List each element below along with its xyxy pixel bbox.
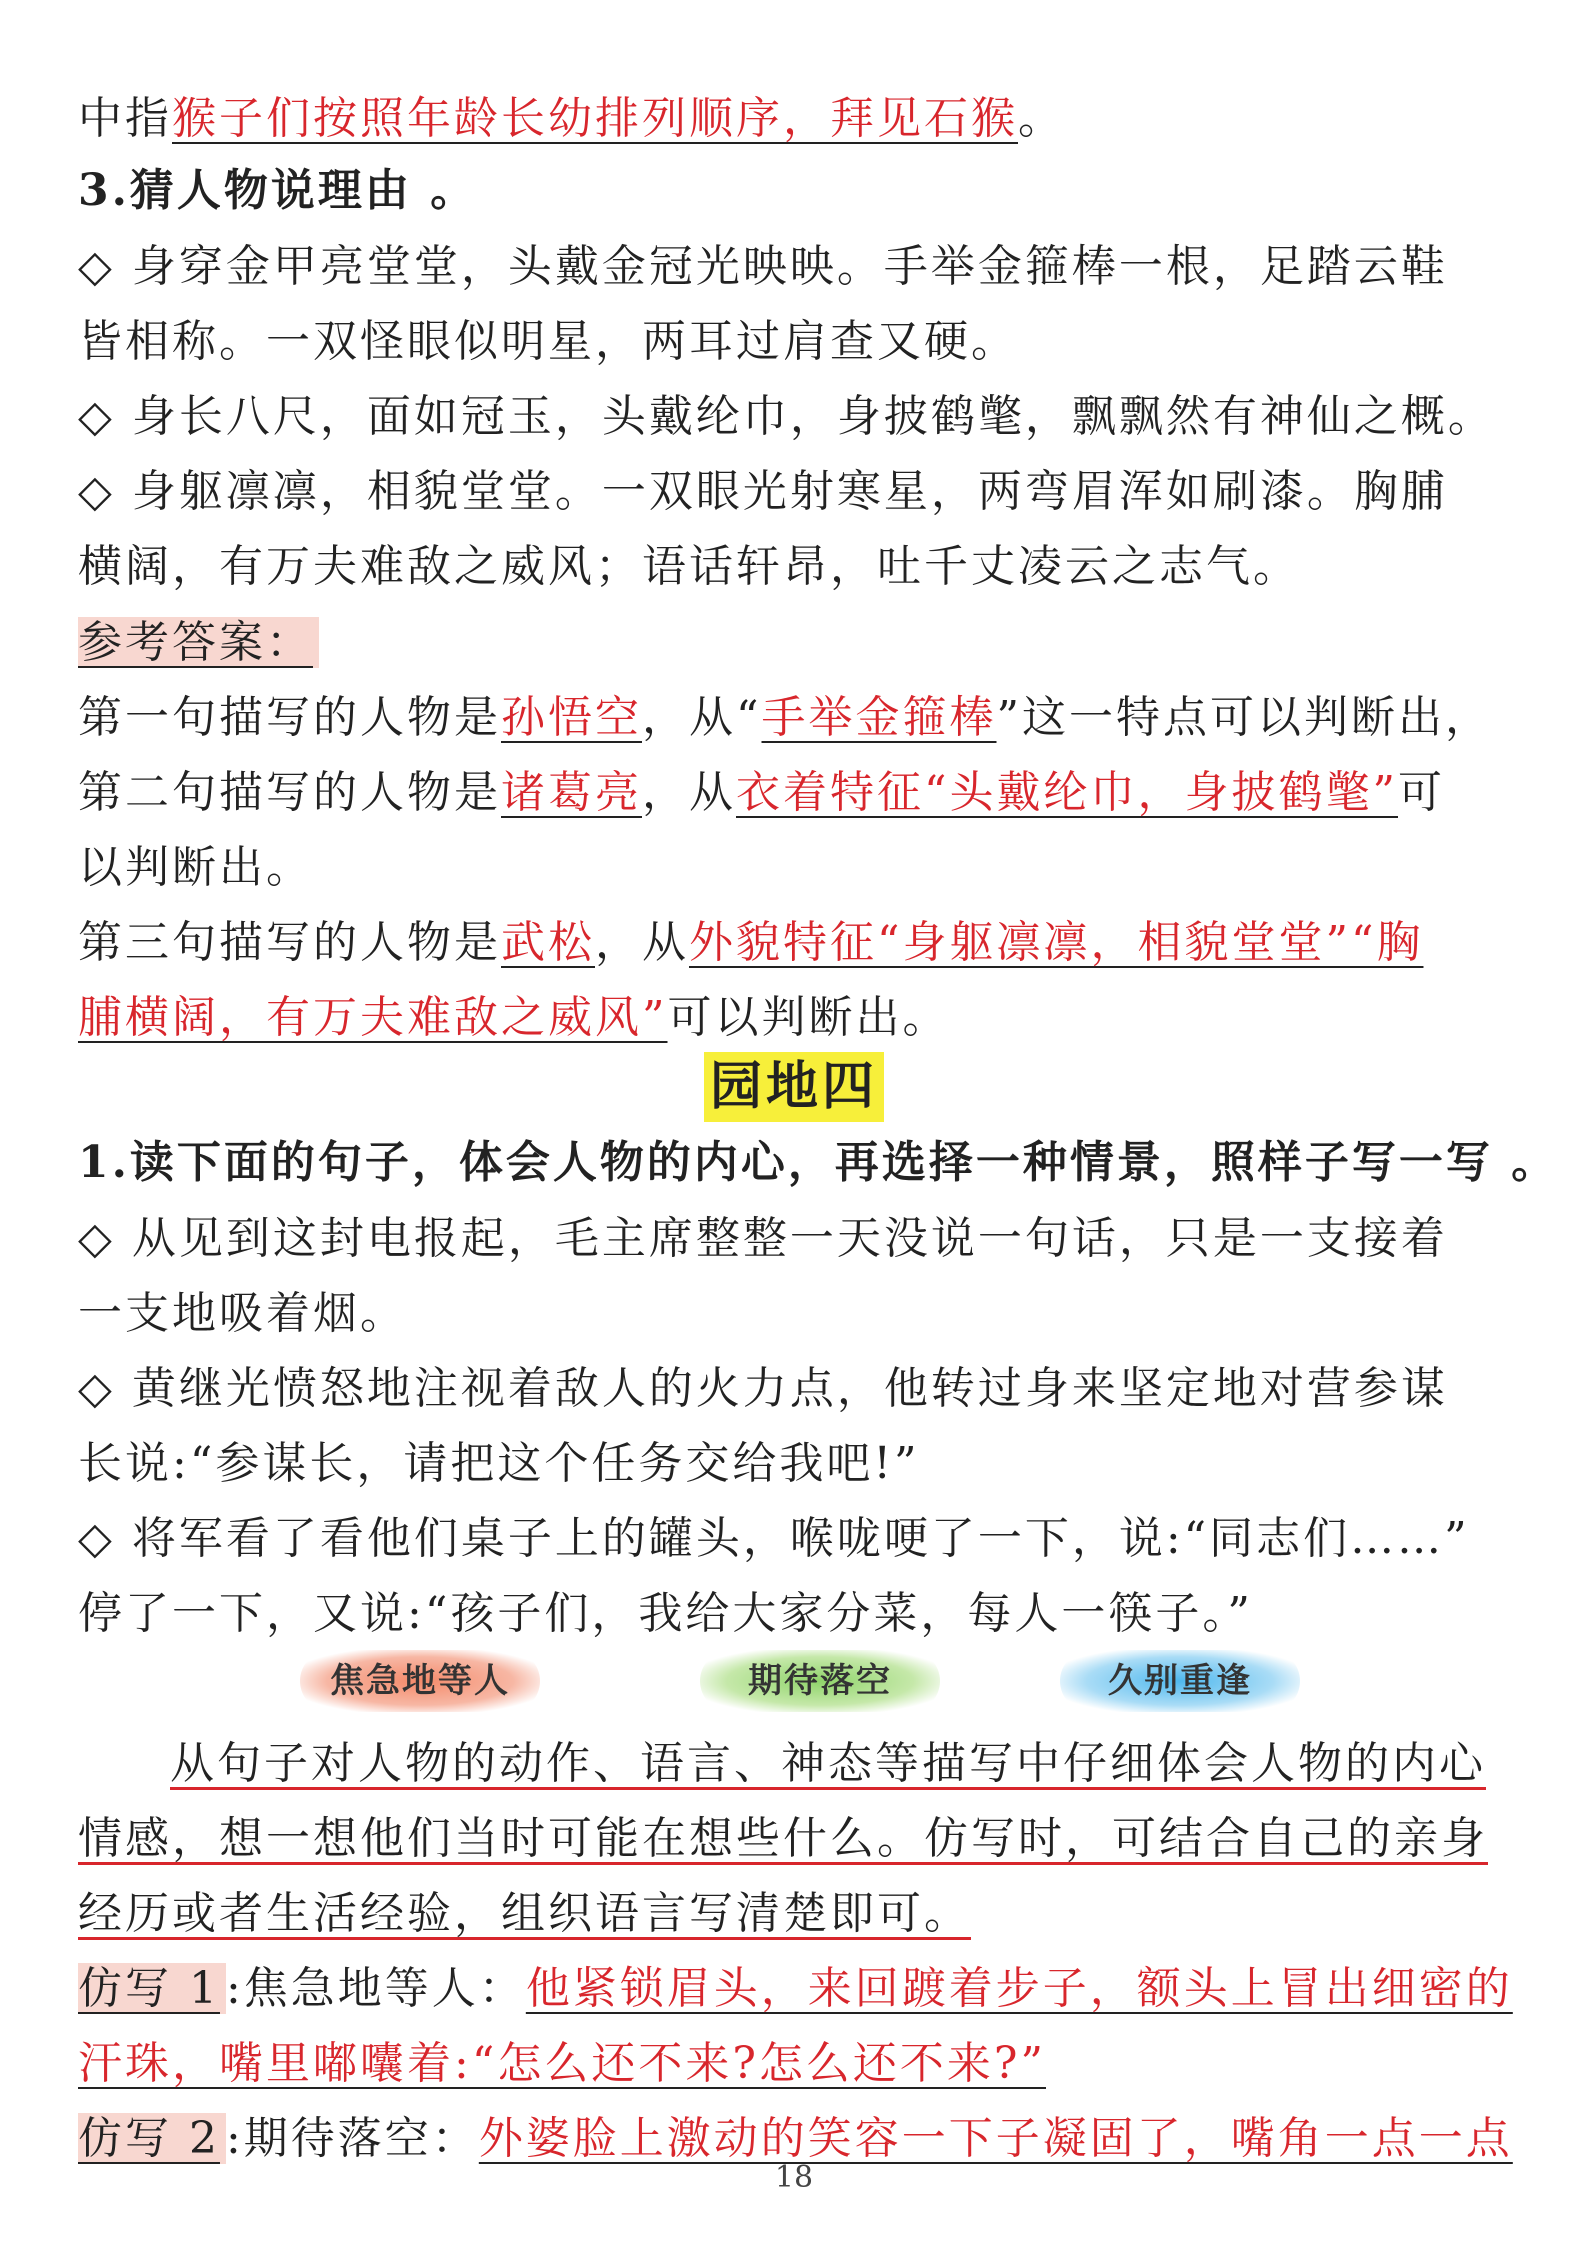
desc-line-3: ◇ 身长八尺，面如冠玉，头戴纶巾，身披鹤氅，飘飘然有神仙之概。 <box>78 391 1495 442</box>
guide-line-2 <box>78 1810 1548 1868</box>
tag-waiting-anxiously: 焦急地等人 <box>300 1650 540 1712</box>
desc-line-1: ◇ 身穿金甲亮堂堂，头戴金冠光映映。手举金箍棒一根，足踏云鞋 <box>78 241 1448 292</box>
answer-line-3-cont <box>78 989 1548 1047</box>
fx2-label: 仿写 2 <box>78 2113 226 2164</box>
ans2-b: 诸葛亮 <box>501 767 642 818</box>
desc-line-2: 皆相称。一双怪眼似明星，两耳过肩查又硬。 <box>78 316 1018 367</box>
ans3-cont-e: 可以判断出。 <box>667 992 950 1043</box>
ans1-a: 第一句描写的人物是 <box>78 692 501 743</box>
q1-line-1: ◇ 从见到这封电报起，毛主席整整一天没说一句话，只是一支接着 <box>78 1213 1448 1264</box>
ans1-d: 手举金箍棒 <box>761 692 997 743</box>
q1-line-2: 一支地吸着烟。 <box>78 1288 407 1339</box>
answer-line-2-cont: 以判断出。 <box>78 842 313 893</box>
ans2-e: 可 <box>1398 767 1445 818</box>
section-title: 园地四 <box>704 1052 884 1122</box>
q1-line-6: 停了一下，又说:“孩子们，我给大家分菜，每人一筷子。” <box>78 1588 1253 1639</box>
answer-line-3 <box>78 914 1548 972</box>
answer-line-2 <box>78 764 1548 822</box>
guide-line-1 <box>170 1735 1548 1793</box>
ans2-d: 衣着特征“头戴纶巾，身披鹤氅” <box>736 767 1398 818</box>
fx1-line-2 <box>78 2035 1548 2093</box>
answer-label-line <box>78 614 1548 672</box>
top-line <box>78 90 1548 148</box>
ans3-c: ，从 <box>595 917 689 968</box>
q1-line-5: ◇ 将军看了看他们桌子上的罐头，喉咙哽了一下，说:“同志们……” <box>78 1513 1470 1564</box>
ans2-a: 第二句描写的人物是 <box>78 767 501 818</box>
fx1-topic: :焦急地等人： <box>225 1963 526 2014</box>
fx1-text: 他紧锁眉头，来回踱着步子，额头上冒出细密的 <box>525 1963 1513 2014</box>
page-number: 18 <box>774 2160 814 2195</box>
tag-reunion: 久别重逢 <box>1060 1650 1300 1712</box>
scenario-tags <box>0 1650 1588 1712</box>
section-title-wrap <box>0 1052 1588 1122</box>
q1-line-3: ◇ 黄继光愤怒地注视着敌人的火力点，他转过身来坚定地对营参谋 <box>78 1363 1448 1414</box>
ans3-cont-d: 脯横阔，有万夫难敌之威风” <box>78 992 668 1043</box>
fx1-text-2: 汗珠，嘴里嘟囔着:“怎么还不来?怎么还不来?” <box>78 2038 1046 2089</box>
guide-line-3 <box>78 1885 1548 1943</box>
q1-line-4: 长说:“参谋长，请把这个任务交给我吧!” <box>78 1438 920 1489</box>
answer-label: 参考答案： <box>78 617 319 668</box>
ans3-a: 第三句描写的人物是 <box>78 917 501 968</box>
desc-line-5: 横阔，有万夫难敌之威风；语话轩昂，吐千丈凌云之志气。 <box>78 541 1300 592</box>
desc-line-4: ◇ 身躯凛凛，相貌堂堂。一双眼光射寒星，两弯眉浑如刷漆。胸脯 <box>78 466 1448 517</box>
q1-heading: 1.读下面的句子，体会人物的内心，再选择一种情景，照样子写一写 。 <box>78 1137 1559 1188</box>
ans3-b: 武松 <box>501 917 595 968</box>
ans1-c: ，从“ <box>642 692 762 743</box>
fx1-label: 仿写 1 <box>78 1963 226 2014</box>
ans1-e: ”这一特点可以判断出， <box>996 692 1492 743</box>
top-line-end: 。 <box>1018 93 1065 144</box>
top-line-prefix: 中指 <box>78 93 172 144</box>
fx2-topic: :期待落空： <box>225 2113 479 2164</box>
ans3-d: 外貌特征“身躯凛凛，相貌堂堂”“胸 <box>689 917 1424 968</box>
fx1-line <box>78 1960 1548 2018</box>
top-line-answer: 猴子们按照年龄长幼排列顺序，拜见石猴 <box>172 93 1018 144</box>
ans2-c: ，从 <box>642 767 736 818</box>
section3-heading: 3.猜人物说理由 。 <box>78 165 478 216</box>
ans1-b: 孙悟空 <box>501 692 642 743</box>
answer-line-1 <box>78 689 1548 747</box>
guide-line-1-text: 从句子对人物的动作、语言、神态等描写中仔细体会人物的内心 <box>170 1738 1486 1789</box>
fx2-text: 外婆脸上激动的笑容一下子凝固了，嘴角一点一点 <box>478 2113 1513 2164</box>
tag-expectation-dashed: 期待落空 <box>700 1650 940 1712</box>
guide-line-3-text: 经历或者生活经验，组织语言写清楚即可。 <box>78 1888 971 1939</box>
guide-line-2-text: 情感，想一想他们当时可能在想些什么。仿写时，可结合自己的亲身 <box>78 1813 1488 1864</box>
